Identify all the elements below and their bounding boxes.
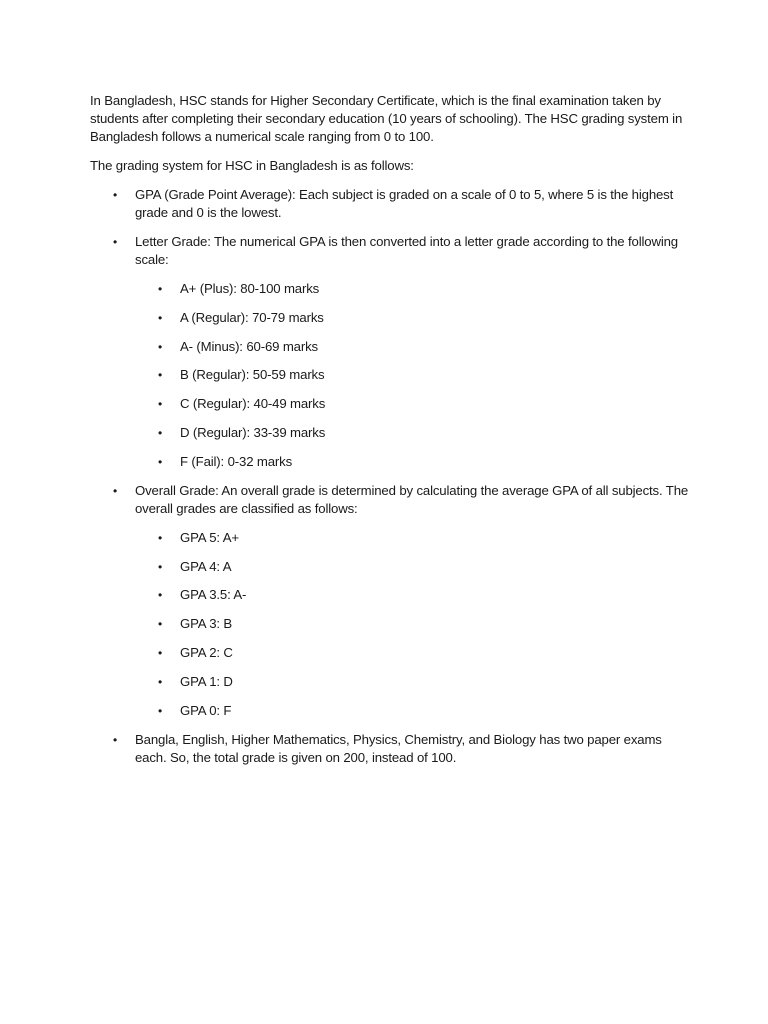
bullet-icon: • bbox=[158, 559, 163, 574]
bullet-icon: • bbox=[113, 483, 118, 498]
bullet-icon: • bbox=[158, 617, 163, 632]
bullet-icon: • bbox=[158, 310, 163, 325]
bullet-icon: • bbox=[158, 339, 163, 354]
sub-list-item bbox=[135, 673, 690, 691]
bullet-icon: • bbox=[158, 530, 163, 545]
sub-list-item bbox=[135, 280, 690, 298]
list-item-text: Letter Grade: The numerical GPA is then converted into a letter grade according to the following scale: bbox=[135, 234, 678, 267]
bullet-icon: • bbox=[158, 425, 163, 440]
sub-list-item bbox=[135, 586, 690, 604]
bullet-icon: • bbox=[158, 588, 163, 603]
sub-list-item bbox=[135, 395, 690, 413]
sub-list-item-text: GPA 2: C bbox=[180, 644, 233, 660]
bullet-icon: • bbox=[158, 397, 163, 412]
list-item-text: Overall Grade: An overall grade is determined by calculating the average GPA of all subjects. The overall grades are classified as follows: bbox=[135, 482, 689, 516]
sub-list-item-text: GPA 3: B bbox=[180, 616, 233, 632]
sub-list-item-text: GPA 4: A bbox=[180, 558, 232, 574]
list-item-gpa bbox=[90, 186, 690, 222]
sub-list-item bbox=[135, 615, 690, 633]
sub-list-item-text: A+ (Plus): 80-100 marks bbox=[180, 281, 320, 296]
sub-list-item bbox=[135, 529, 690, 547]
sub-list-item-text: D (Regular): 33-39 marks bbox=[180, 424, 326, 440]
sub-list-item-text: GPA 3.5: A- bbox=[180, 587, 247, 603]
sub-list-item-text: A- (Minus): 60-69 marks bbox=[180, 338, 318, 354]
document-body bbox=[90, 92, 690, 778]
sub-list-item bbox=[135, 424, 690, 442]
sub-list-item-text: B (Regular): 50-59 marks bbox=[180, 367, 325, 383]
sub-list-item-text: GPA 5: A+ bbox=[180, 529, 239, 545]
list-item-overall-grade bbox=[90, 482, 690, 720]
bullet-icon: • bbox=[158, 368, 163, 383]
list-item-paper-exams bbox=[90, 731, 690, 767]
sub-list-item bbox=[135, 702, 690, 720]
bullet-icon: • bbox=[158, 282, 163, 296]
overall-grade-list bbox=[135, 529, 690, 720]
sub-list-item-text: F (Fail): 0-32 marks bbox=[180, 453, 293, 469]
list-item-letter-grade bbox=[90, 233, 690, 471]
sub-list-item bbox=[135, 366, 690, 384]
bullet-icon: • bbox=[113, 235, 118, 249]
sub-list-item bbox=[135, 309, 690, 327]
intro-paragraph: In Bangladesh, HSC stands for Higher Secondary Certificate, which is the final examination taken by students after completing their secondary education (10 years of schooling). The HSC grading system in Bangladesh follows a numerical scale ranging from 0 to 100. bbox=[90, 93, 683, 144]
bullet-icon: • bbox=[158, 703, 163, 718]
grading-list bbox=[90, 186, 690, 767]
letter-grade-list bbox=[135, 280, 690, 471]
bullet-icon: • bbox=[113, 188, 118, 202]
bullet-icon: • bbox=[158, 674, 163, 689]
sub-list-item bbox=[135, 644, 690, 662]
sub-list-item-text: A (Regular): 70-79 marks bbox=[180, 309, 324, 325]
list-item-text: GPA (Grade Point Average): Each subject is graded on a scale of 0 to 5, where 5 is the highest grade and 0 is the lowest. bbox=[135, 187, 674, 220]
sub-list-item-text: GPA 1: D bbox=[180, 673, 233, 689]
sub-list-item bbox=[135, 453, 690, 471]
grading-system-intro: The grading system for HSC in Bangladesh is as follows: bbox=[90, 158, 414, 173]
sub-list-item-text: GPA 0: F bbox=[180, 702, 232, 718]
list-item-text: Bangla, English, Higher Mathematics, Physics, Chemistry, and Biology has two paper exams each. So, the total grade is given on 200, instead of 100. bbox=[135, 731, 662, 765]
sub-list-item bbox=[135, 338, 690, 356]
bullet-icon: • bbox=[113, 732, 118, 747]
sub-list-item bbox=[135, 558, 690, 576]
bullet-icon: • bbox=[158, 454, 163, 469]
sub-list-item-text: C (Regular): 40-49 marks bbox=[180, 396, 326, 412]
bullet-icon: • bbox=[158, 645, 163, 660]
